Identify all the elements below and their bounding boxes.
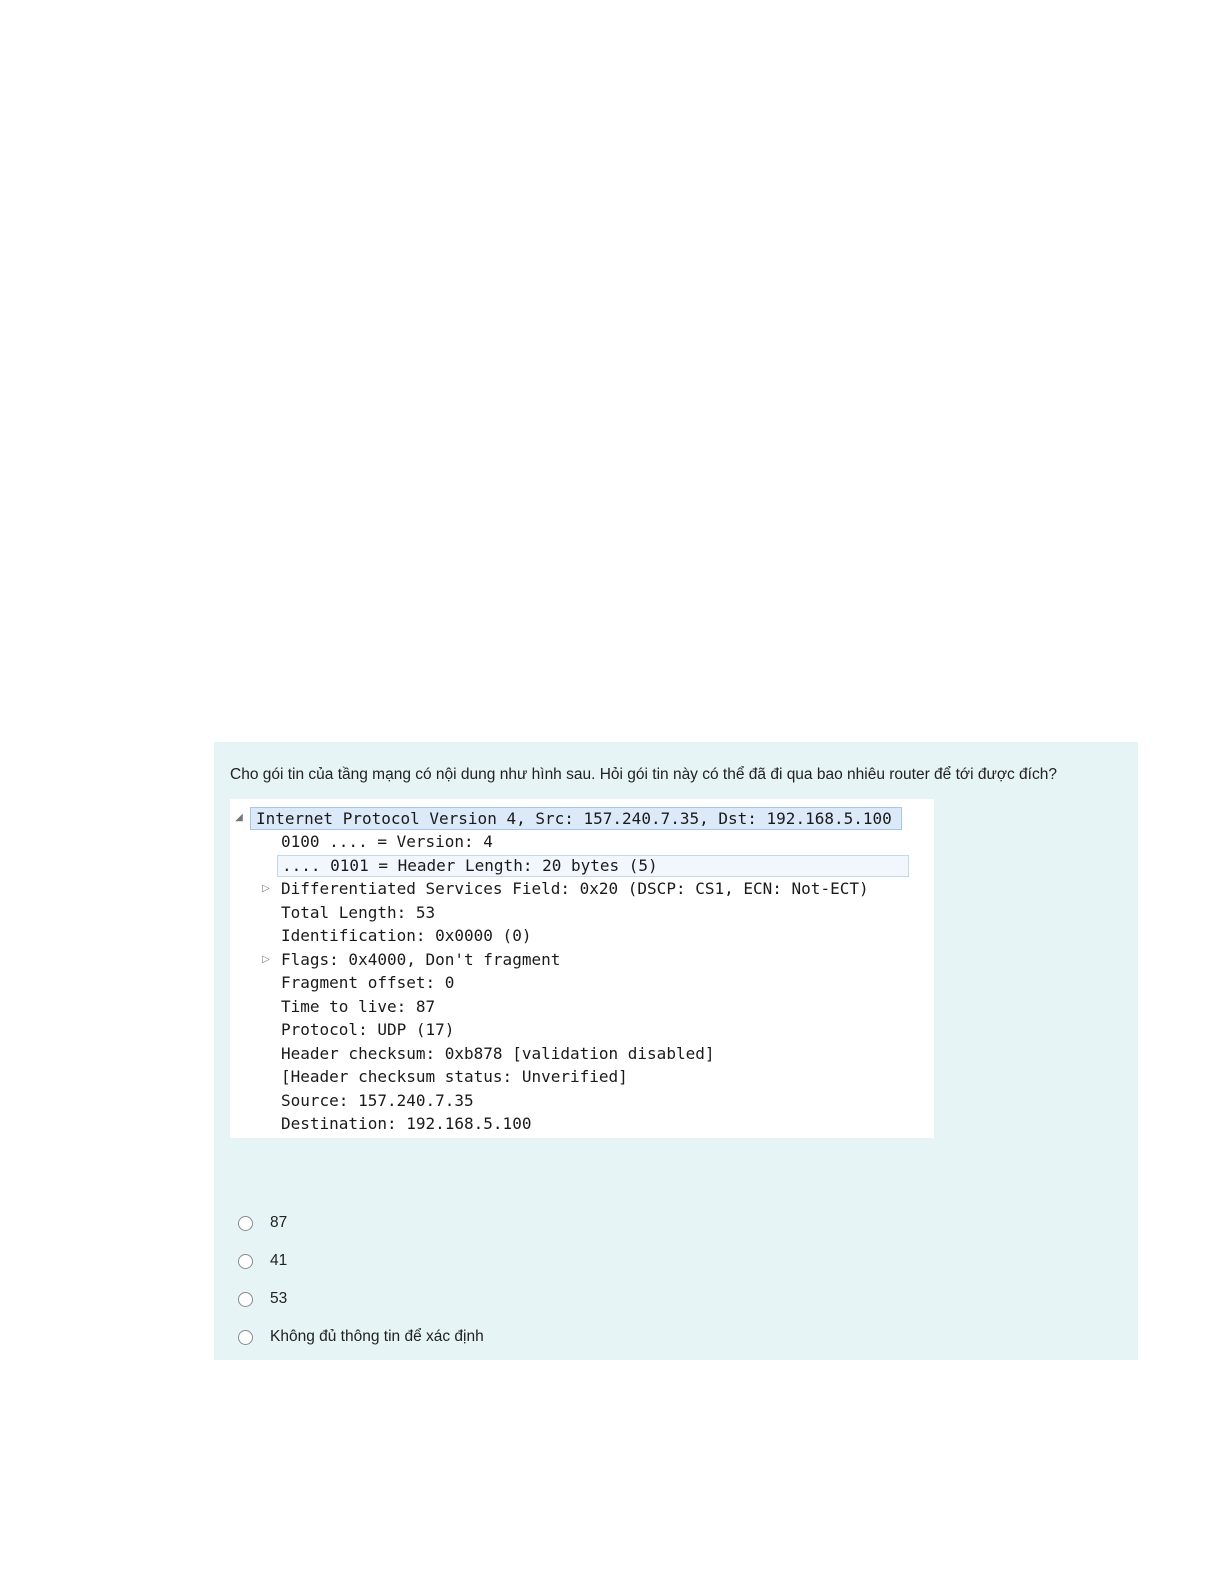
tree-row-label: Flags: 0x4000, Don't fragment [281, 949, 561, 969]
tree-row-label: Time to live: 87 [281, 996, 436, 1016]
option-label: Không đủ thông tin để xác định [270, 1328, 484, 1345]
answer-option-1[interactable] [238, 1204, 484, 1242]
tree-row-label: Identification: 0x0000 (0) [281, 926, 532, 945]
tree-row-field[interactable] [230, 949, 934, 971]
option-label: 87 [270, 1214, 288, 1231]
tree-row-label: Source: 157.240.7.35 [281, 1090, 474, 1110]
question-text: Cho gói tin của tầng mạng có nội dung như hình sau. Hỏi gói tin này có thể đã đi qua bao nhiêu router để tới được đích? [230, 766, 1057, 783]
option-label: 53 [270, 1290, 288, 1307]
collapsed-triangle-icon[interactable]: ▷ [262, 883, 270, 894]
tree-row-field[interactable] [230, 1090, 934, 1112]
answer-option-2[interactable] [238, 1242, 484, 1280]
tree-row-field[interactable] [230, 972, 934, 994]
tree-row-field[interactable] [230, 1043, 934, 1065]
tree-row-label: .... 0101 = Header Length: 20 bytes (5) [277, 855, 909, 877]
quiz-card [214, 742, 1138, 1360]
radio-button[interactable] [238, 1330, 253, 1345]
tree-row-field[interactable] [230, 855, 934, 877]
tree-row-field[interactable] [230, 1019, 934, 1041]
tree-row-field[interactable] [230, 902, 934, 924]
tree-row-label: Internet Protocol Version 4, Src: 157.240.7.35, Dst: 192.168.5.100 [250, 807, 902, 830]
expanded-triangle-icon[interactable]: ◢ [235, 812, 243, 823]
radio-button[interactable] [238, 1216, 253, 1231]
tree-row-label: [Header checksum status: Unverified] [281, 1067, 628, 1086]
tree-row-label: Destination: 192.168.5.100 [281, 1114, 532, 1133]
tree-row-label: Header checksum: 0xb878 [validation disabled] [281, 1043, 715, 1063]
tree-row-field[interactable] [230, 1113, 934, 1135]
tree-row-ipv4-root[interactable] [230, 807, 934, 829]
tree-row-field[interactable] [230, 878, 934, 900]
packet-details-panel [230, 799, 934, 1138]
tree-row-label: Protocol: UDP (17) [281, 1020, 455, 1039]
tree-row-field[interactable] [230, 996, 934, 1018]
answer-option-3[interactable] [238, 1280, 484, 1318]
radio-button[interactable] [238, 1254, 253, 1269]
tree-row-field[interactable] [230, 925, 934, 947]
tree-row-label: Fragment offset: 0 [281, 973, 455, 992]
tree-row-field[interactable] [230, 831, 934, 853]
option-label: 41 [270, 1252, 288, 1269]
radio-button[interactable] [238, 1292, 253, 1307]
tree-row-label: Differentiated Services Field: 0x20 (DSCP: CS1, ECN: Not-ECT) [281, 879, 869, 898]
answer-option-4[interactable] [238, 1318, 484, 1356]
tree-row-field[interactable] [230, 1066, 934, 1088]
tree-row-label: Total Length: 53 [281, 902, 436, 922]
answer-options [238, 1204, 484, 1356]
collapsed-triangle-icon[interactable]: ▷ [262, 953, 270, 965]
tree-row-label: 0100 .... = Version: 4 [281, 832, 493, 851]
